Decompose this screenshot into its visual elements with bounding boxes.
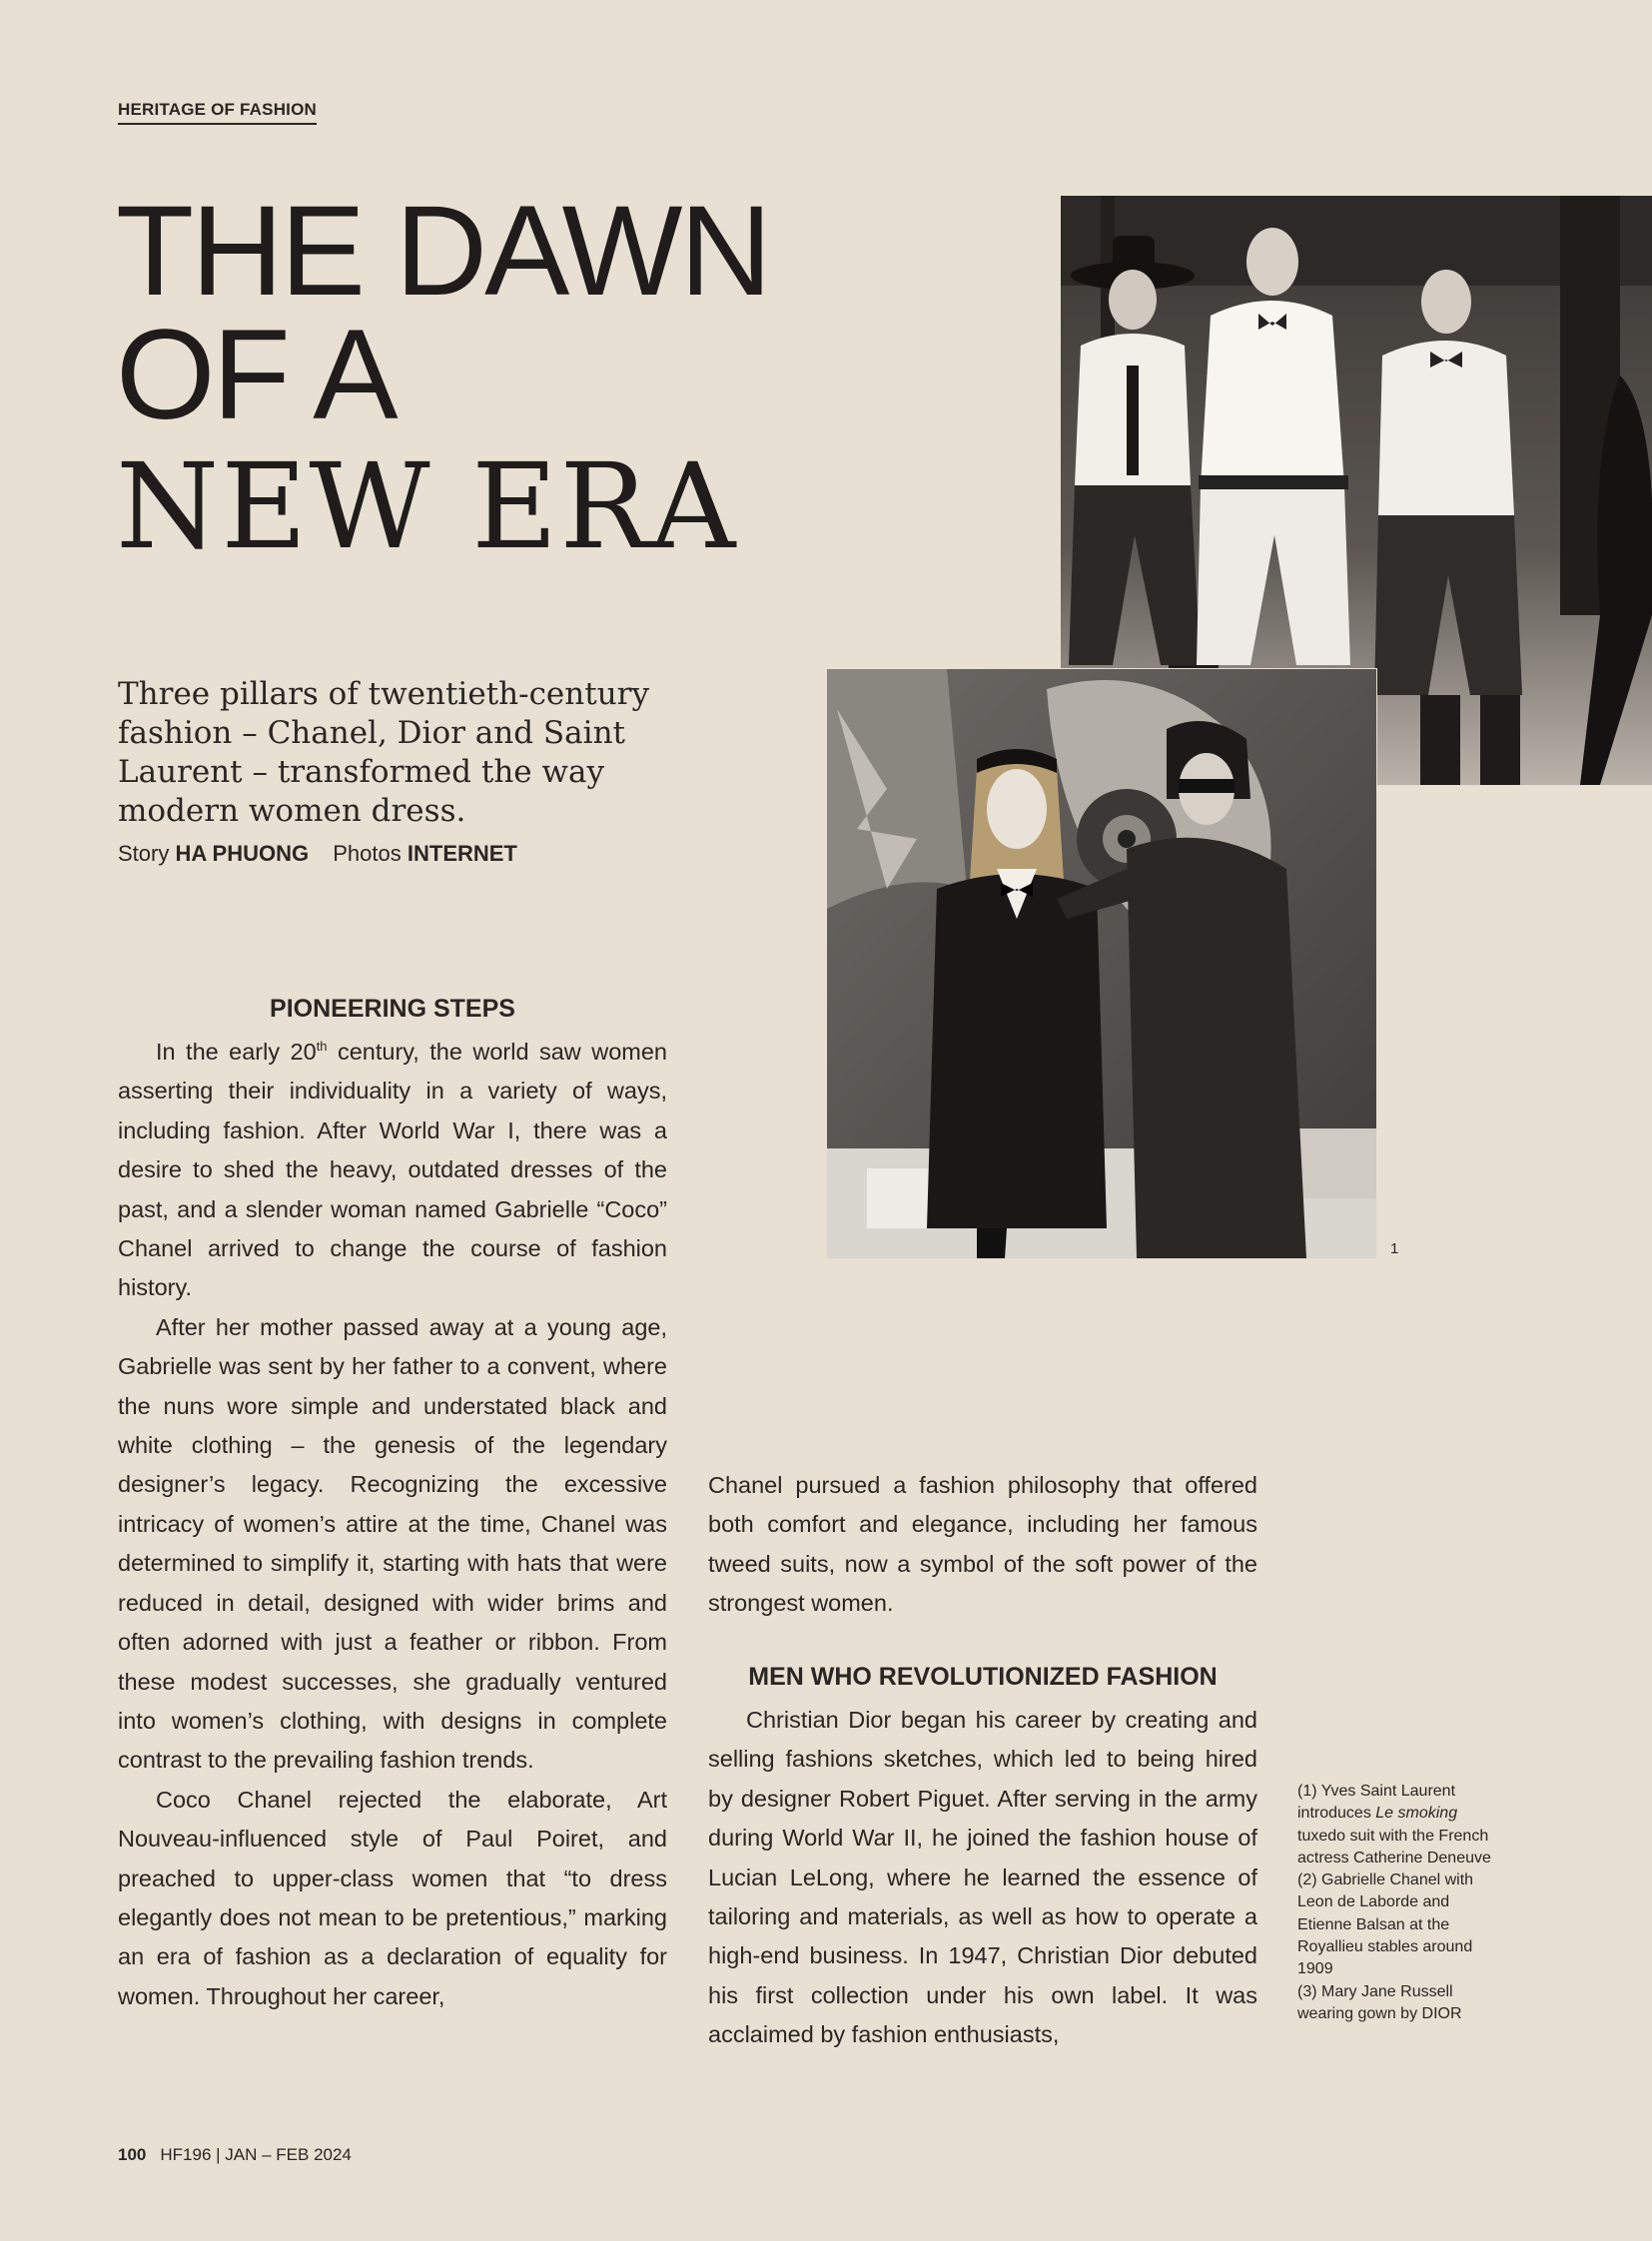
caption-1-a: (1) Yves Saint Laurent introduces [1297, 1783, 1456, 1823]
caption-1-b: tuxedo suit with the French actress Catherine Deneuve [1297, 1827, 1491, 1867]
headline-line-2: OF A [116, 304, 396, 446]
section-tag: HERITAGE OF FASHION [118, 100, 317, 125]
page-number: 100 [118, 2145, 147, 2164]
paragraph-dior: Christian Dior began his career by creating and selling fashions sketches, which led to being hired by designer Robert Piguet. After serving in the army during World War II, he joined the fashion house of Lucian LeLong, where he learned the essence of tailoring and materials, as well as how to operate a high-end business. In 1947, Christian Dior debuted his first collection under his own label. It was acclaimed by fashion enthusiasts, [708, 1707, 1257, 2048]
section-heading-men: MEN WHO REVOLUTIONIZED FASHION [748, 1663, 1218, 1691]
column-2 [708, 1701, 1257, 2055]
caption-2: (2) Gabrielle Chanel with Leon de Laborde and Etienne Balsan at the Royallieu stables around 1909 [1297, 1871, 1474, 1978]
headline [116, 180, 769, 575]
paragraph-3: Coco Chanel rejected the elaborate, Art Nouveau-influenced style of Paul Poiret, and preached to upper-class women that “to dress elegantly does not mean to be pretentious,” marking an era of fashion as a declaration of equality for women. Throughout her career, [118, 1786, 667, 2009]
photos-label: Photos [333, 841, 402, 866]
figure-number: 1 [1390, 1240, 1399, 1257]
headline-line-1: THE DAWN [116, 180, 769, 323]
photo-captions [1297, 1781, 1507, 2025]
byline [118, 841, 517, 867]
paragraph-1-a: In the early 20 [156, 1039, 317, 1065]
issue-info: HF196 | JAN – FEB 2024 [160, 2145, 352, 2164]
column-2-continued [708, 1466, 1257, 1624]
caption-3: (3) Mary Jane Russell wearing gown by DIOR [1297, 1982, 1462, 2022]
caption-1-em: Le smoking [1375, 1805, 1458, 1823]
story-author: HA PHUONG [175, 841, 310, 866]
folio [118, 2145, 352, 2165]
paragraph-2: After her mother passed away at a young age, Gabrielle was sent by her father to a convent, where the nuns wore simple and understated black and white clothing – the genesis of the legendary designer’s legacy. Recognizing the excessive intricacy of women’s attire at the time, Chanel was determined to simplify it, starting with hats that were reduced in detail, designed with wider brims and often adorned with just a feather or ribbon. From these modest successes, she gradually ventured into women’s clothing, with designs in complete contrast to the prevailing fashion trends. [118, 1313, 667, 1774]
caption-1 [1297, 1781, 1507, 1869]
paragraph-1 [118, 1033, 667, 1308]
standfirst: Three pillars of twentieth-century fashion – Chanel, Dior and Saint Laurent – transformed the way modern women dress. [118, 676, 649, 829]
headline-line-3: NEW ERA [116, 437, 738, 575]
paragraph-1-b: century, the world saw women asserting their individuality in a variety of ways, including fashion. After World War I, there was a desire to shed the heavy, outdated dresses of the past, and a slender woman named Gabrielle “Coco” Chanel arrived to change the course of fashion history. [118, 1039, 667, 1301]
photos-credit: INTERNET [407, 841, 517, 866]
superscript: th [316, 1039, 328, 1055]
column-1 [118, 1033, 667, 2016]
section-heading-pioneering: PIONEERING STEPS [270, 995, 515, 1023]
story-label: Story [118, 841, 170, 866]
paragraph-continued: Chanel pursued a fashion philosophy that offered both comfort and elegance, including her famous tweed suits, now a symbol of the soft power of the strongest women. [708, 1472, 1257, 1617]
photo-ysl-deneuve [827, 669, 1376, 1258]
